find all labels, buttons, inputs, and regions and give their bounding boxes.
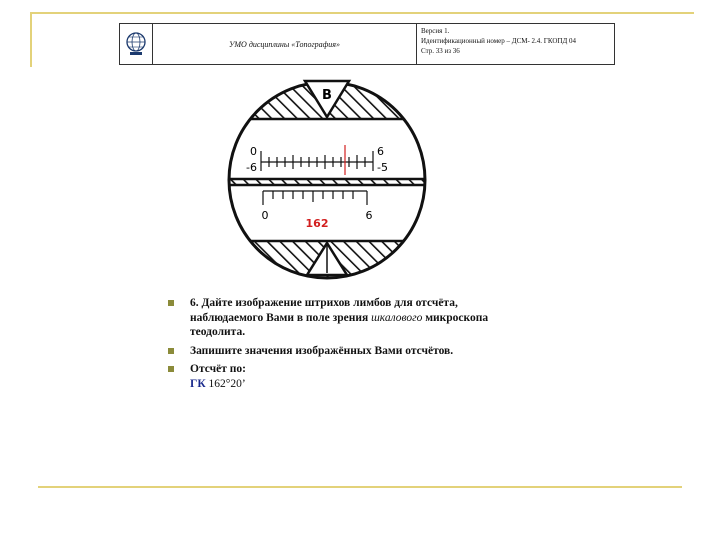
microscope-field-svg xyxy=(227,75,427,285)
lower-right-tick-label: 6 xyxy=(365,209,373,222)
list-item xyxy=(168,362,508,391)
task-text xyxy=(190,296,508,340)
page-number: Стр. 33 из 36 xyxy=(421,47,460,55)
document-header xyxy=(119,23,615,65)
upper-right-tick-bottom: -5 xyxy=(377,161,388,174)
bullet-square-icon xyxy=(168,348,174,354)
upper-left-tick-bottom: -6 xyxy=(246,161,257,174)
globe-emblem-icon xyxy=(124,31,148,57)
task-text-part2: микроскопа теодолита. xyxy=(190,311,489,338)
bullet-square-icon xyxy=(168,300,174,306)
lower-scale-window xyxy=(229,185,425,241)
limb-reading-label: 162 xyxy=(305,217,329,230)
course-title: УМО дисциплины «Топография» xyxy=(153,24,417,64)
frame-top-line xyxy=(30,12,694,14)
top-marker-letter: В xyxy=(322,88,332,103)
microscope-field-diagram xyxy=(227,75,427,285)
list-item xyxy=(168,296,508,340)
answer-label: ГК xyxy=(190,377,206,390)
task-text-italic: шкалового xyxy=(371,311,423,324)
upper-left-tick-top: 0 xyxy=(250,145,257,158)
identifier-text: Идентификационный номер – ДСМ- 2.4. ГКОПД 04 xyxy=(421,37,576,45)
frame-bottom-line xyxy=(38,486,682,488)
upper-scale-window xyxy=(229,119,425,179)
answer-value: 162°20’ xyxy=(208,377,246,390)
frame-left-line xyxy=(30,12,32,67)
reading-prompt: Отсчёт по: xyxy=(190,363,246,375)
document-meta xyxy=(417,24,614,64)
task-list xyxy=(168,296,508,395)
lower-left-tick-label: 0 xyxy=(261,209,269,222)
list-item xyxy=(168,344,508,359)
upper-right-tick-top: 6 xyxy=(377,145,384,158)
task-text-part1: 6. Дайте изображение штрихов лимбов для отсчёта, наблюдаемого Вами в поле зрения xyxy=(190,297,458,324)
version-text: Версия 1. xyxy=(421,27,450,35)
institution-logo xyxy=(120,24,153,64)
bullet-square-icon xyxy=(168,366,174,372)
reading-block xyxy=(190,362,508,391)
instruction-text: Запишите значения изображённых Вами отсчётов. xyxy=(190,344,454,357)
